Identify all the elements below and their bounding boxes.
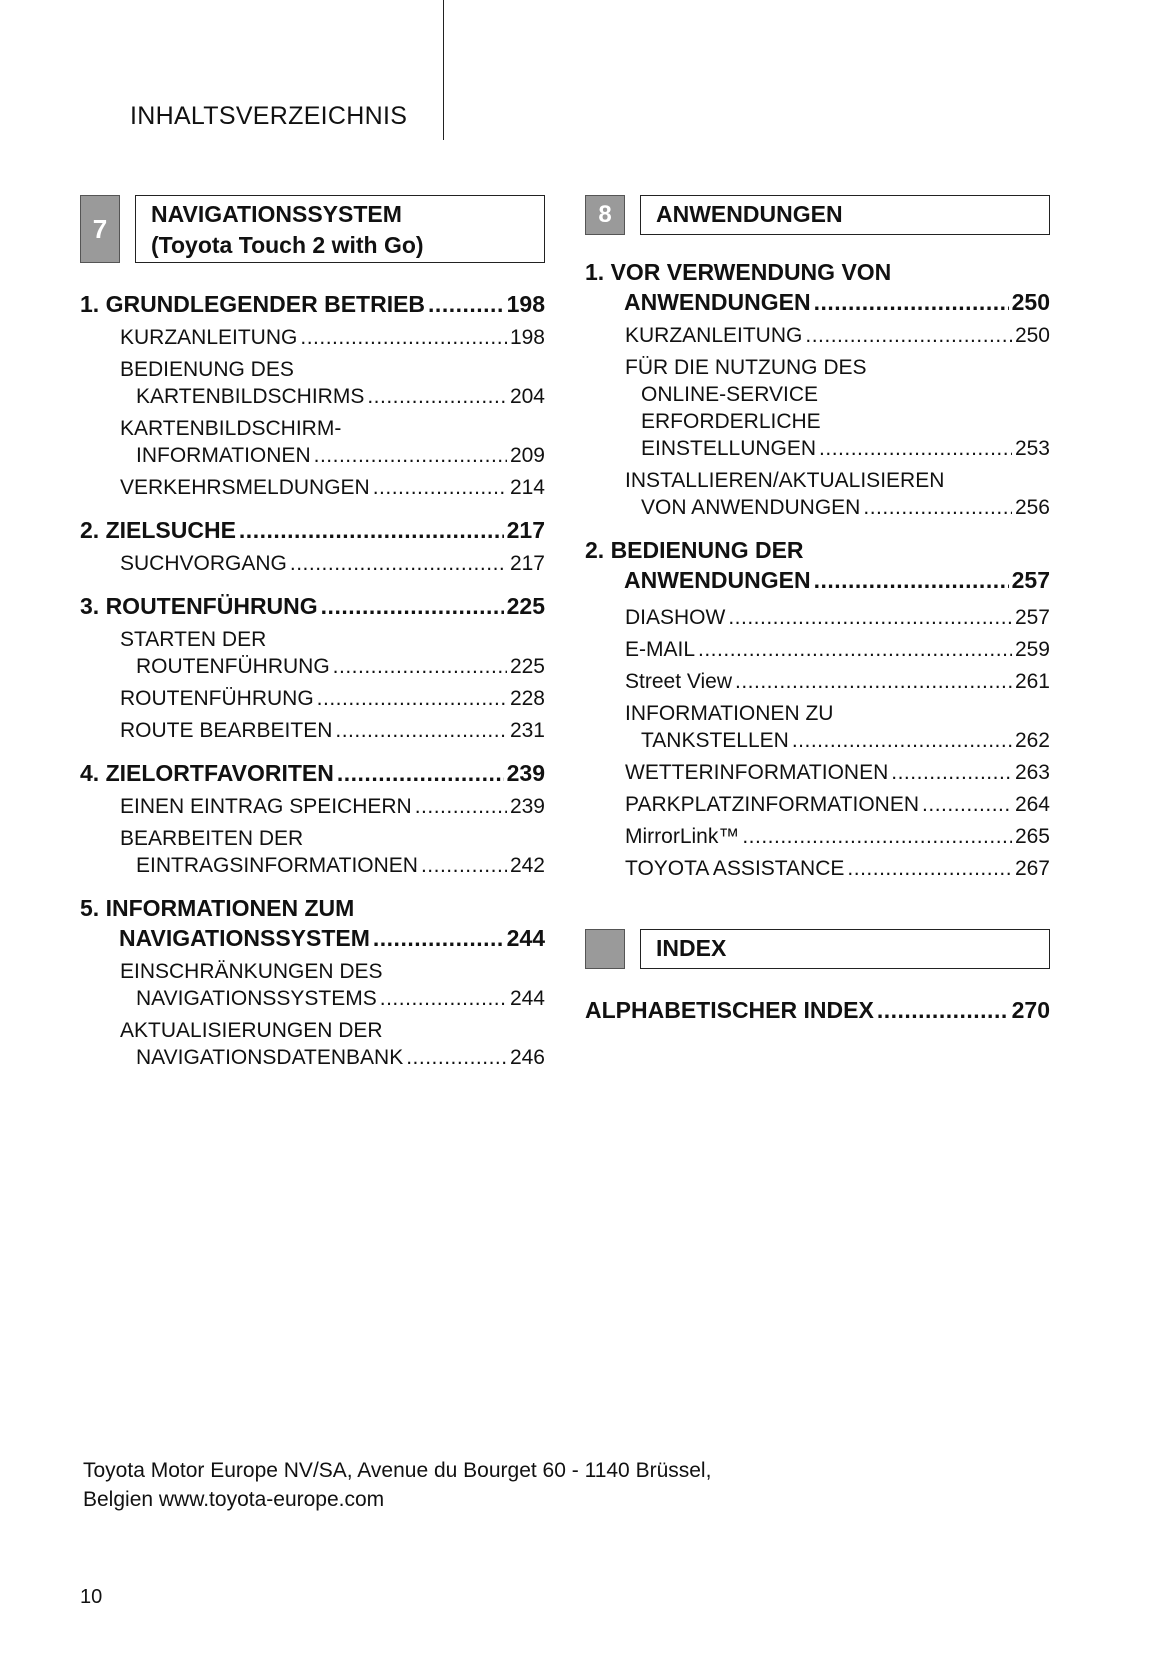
toc-entry[interactable]: SUCHVORGANG ..... 217 bbox=[80, 550, 545, 577]
page-ref: 262 bbox=[1014, 729, 1050, 752]
toc-section-index[interactable]: ALPHABETISCHER INDEX ..... 270 bbox=[585, 995, 1050, 1025]
chapter-8-heading bbox=[585, 195, 1050, 235]
chapter-title-box bbox=[640, 195, 1050, 235]
toc-entry[interactable]: VERKEHRSMELDUNGEN ..... 214 bbox=[80, 474, 545, 501]
chapter-number-tab[interactable]: 8 bbox=[585, 195, 625, 235]
chapter-number-tab[interactable]: 7 bbox=[80, 195, 120, 263]
page-ref: 246 bbox=[509, 1046, 545, 1069]
toc-left-column bbox=[80, 195, 545, 1071]
chapter-7-heading bbox=[80, 195, 545, 263]
page-ref: 239 bbox=[506, 760, 545, 786]
page-ref: 265 bbox=[1014, 825, 1050, 848]
page-ref: 257 bbox=[1011, 567, 1050, 593]
toc-section[interactable]: 1. GRUNDLEGENDER BETRIEB ..... 198 bbox=[80, 289, 545, 319]
page-number: 10 bbox=[80, 1586, 103, 1608]
toc-entry[interactable]: BEDIENUNG DES KARTENBILDSCHIRMS ..... 204 bbox=[80, 356, 545, 410]
page-ref: 259 bbox=[1014, 638, 1050, 661]
page-ref: 217 bbox=[506, 517, 545, 543]
page-ref: 264 bbox=[1014, 793, 1050, 816]
toc-section[interactable]: 3. ROUTENFÜHRUNG ..... 225 bbox=[80, 591, 545, 621]
page-ref: 250 bbox=[1014, 324, 1050, 347]
toc-section[interactable]: 4. ZIELORTFAVORITEN ..... 239 bbox=[80, 758, 545, 788]
page-ref: 239 bbox=[509, 795, 545, 818]
page-ref: 253 bbox=[1014, 437, 1050, 460]
toc-entry[interactable]: DIASHOW ..... 257 bbox=[585, 604, 1050, 631]
footer-address: Toyota Motor Europe NV/SA, Avenue du Bourget 60 - 1140 Brüssel, Belgien www.toyota-europe.com bbox=[83, 1459, 712, 1511]
page-title: INHALTSVERZEICHNIS bbox=[130, 102, 408, 130]
page-ref: 209 bbox=[509, 444, 545, 467]
page-ref: 242 bbox=[509, 854, 545, 877]
header-divider bbox=[443, 0, 444, 140]
toc-entry[interactable]: ROUTENFÜHRUNG ..... 228 bbox=[80, 685, 545, 712]
index-tab[interactable] bbox=[585, 929, 625, 969]
chapter-subtitle: (Toyota Touch 2 with Go) bbox=[151, 232, 424, 258]
page-ref: 244 bbox=[509, 987, 545, 1010]
page-ref: 231 bbox=[509, 719, 545, 742]
toc-entry[interactable]: WETTERINFORMATIONEN ..... 263 bbox=[585, 759, 1050, 786]
toc-entry[interactable]: EINEN EINTRAG SPEICHERN ..... 239 bbox=[80, 793, 545, 820]
toc-entry[interactable]: INFORMATIONEN ZU TANKSTELLEN ..... 262 bbox=[585, 700, 1050, 754]
page-ref: 228 bbox=[509, 687, 545, 710]
toc-entry[interactable]: FÜR DIE NUTZUNG DES ONLINE-SERVICE ERFORDERLICHE EINSTELLUNGEN ..... 253 bbox=[585, 354, 1050, 462]
toc-entry[interactable]: Street View ..... 261 bbox=[585, 668, 1050, 695]
toc-entry[interactable]: AKTUALISIERUNGEN DER NAVIGATIONSDATENBANK ..... 246 bbox=[80, 1017, 545, 1071]
toc-entry[interactable]: EINSCHRÄNKUNGEN DES NAVIGATIONSSYSTEMS ..... 244 bbox=[80, 958, 545, 1012]
toc-section[interactable]: 2. ZIELSUCHE ..... 217 bbox=[80, 515, 545, 545]
page-ref: 256 bbox=[1014, 496, 1050, 519]
chapter-title: NAVIGATIONSSYSTEM bbox=[151, 201, 402, 227]
page-ref: 225 bbox=[506, 593, 545, 619]
index-heading bbox=[585, 929, 1050, 969]
toc-section[interactable]: 5. INFORMATIONEN ZUM NAVIGATIONSSYSTEM ..... 244 bbox=[80, 893, 545, 953]
page-ref: 225 bbox=[509, 655, 545, 678]
toc-entry[interactable]: ROUTE BEARBEITEN ..... 231 bbox=[80, 717, 545, 744]
toc-entry[interactable]: STARTEN DER ROUTENFÜHRUNG ..... 225 bbox=[80, 626, 545, 680]
toc-entry[interactable]: INSTALLIEREN/AKTUALISIEREN VON ANWENDUNGEN ..... 256 bbox=[585, 467, 1050, 521]
page-ref: 217 bbox=[509, 552, 545, 575]
toc-section[interactable]: 2. BEDIENUNG DER ANWENDUNGEN ..... 257 bbox=[585, 535, 1050, 595]
page-ref: 198 bbox=[509, 326, 545, 349]
page-ref: 250 bbox=[1011, 289, 1050, 315]
toc-entry[interactable]: KURZANLEITUNG ..... 250 bbox=[585, 322, 1050, 349]
page-ref: 261 bbox=[1014, 670, 1050, 693]
page-ref: 244 bbox=[506, 925, 545, 951]
toc-entry[interactable]: BEARBEITEN DER EINTRAGSINFORMATIONEN ..... 242 bbox=[80, 825, 545, 879]
toc-section[interactable]: 1. VOR VERWENDUNG VON ANWENDUNGEN ..... 250 bbox=[585, 257, 1050, 317]
toc-entry[interactable]: KARTENBILDSCHIRM- INFORMATIONEN ..... 209 bbox=[80, 415, 545, 469]
index-title: INDEX bbox=[656, 935, 727, 961]
page-ref: 214 bbox=[509, 476, 545, 499]
toc-entry[interactable]: E-MAIL ..... 259 bbox=[585, 636, 1050, 663]
toc-right-column bbox=[585, 195, 1050, 1025]
page-ref: 270 bbox=[1011, 997, 1050, 1023]
page-ref: 257 bbox=[1014, 606, 1050, 629]
chapter-title: ANWENDUNGEN bbox=[656, 201, 843, 227]
chapter-title-box bbox=[135, 195, 545, 263]
page-ref: 263 bbox=[1014, 761, 1050, 784]
page-ref: 204 bbox=[509, 385, 545, 408]
toc-entry[interactable]: KURZANLEITUNG ..... 198 bbox=[80, 324, 545, 351]
toc-entry[interactable]: PARKPLATZINFORMATIONEN ..... 264 bbox=[585, 791, 1050, 818]
page-ref: 267 bbox=[1014, 857, 1050, 880]
toc-entry[interactable]: MirrorLink™ ..... 265 bbox=[585, 823, 1050, 850]
toc-entry[interactable]: TOYOTA ASSISTANCE ..... 267 bbox=[585, 855, 1050, 882]
page-ref: 198 bbox=[506, 291, 545, 317]
index-title-box bbox=[640, 929, 1050, 969]
